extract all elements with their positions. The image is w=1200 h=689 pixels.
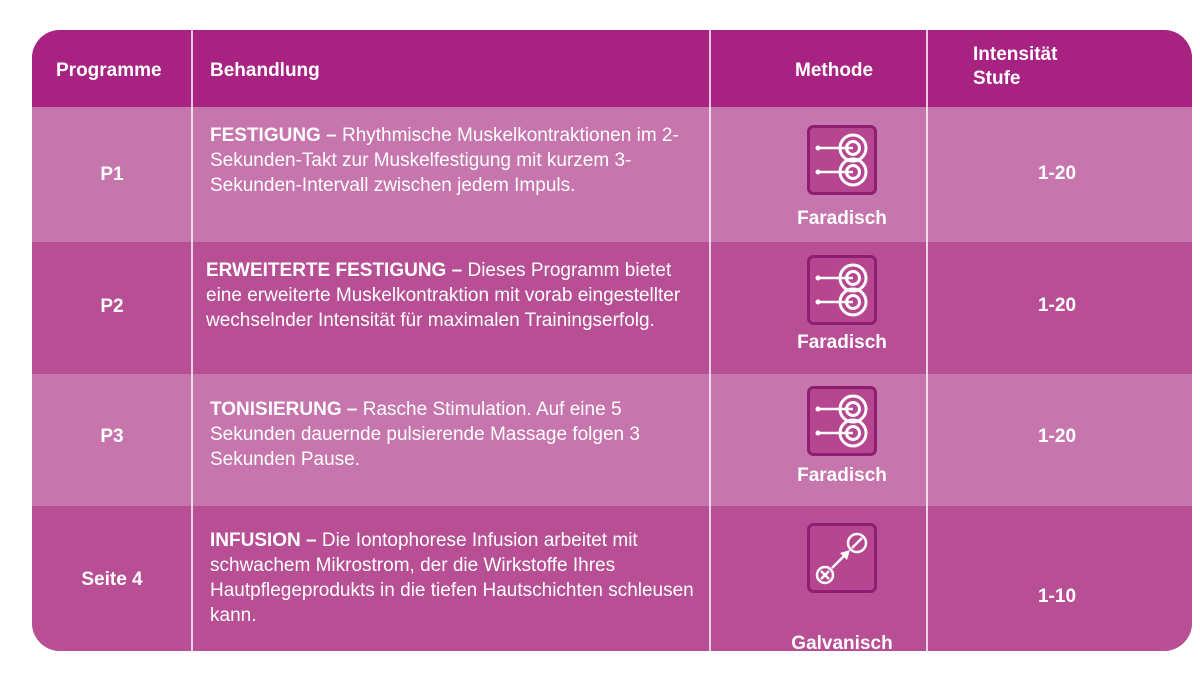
program-label: P2 bbox=[100, 296, 124, 317]
intensity-level: 1-10 bbox=[1037, 586, 1077, 607]
table-row bbox=[32, 506, 1192, 651]
programme-table bbox=[32, 30, 1192, 651]
header-intensitaet-line2: Stufe bbox=[973, 68, 1021, 89]
galvanic-polarity-icon bbox=[807, 523, 877, 593]
treatment-title: ERWEITERTE FESTIGUNG – bbox=[206, 260, 463, 281]
program-label: P1 bbox=[100, 164, 124, 185]
column-divider bbox=[191, 30, 193, 651]
method-label: Faradisch bbox=[797, 208, 887, 229]
table-row bbox=[32, 107, 1192, 242]
program-label: Seite 4 bbox=[81, 569, 143, 590]
column-divider bbox=[709, 30, 711, 651]
table-row bbox=[32, 374, 1192, 506]
treatment-text: Rhythmische Muskelkontraktionen im 2-Sekunden-Takt zur Muskelfestigung mit kurzem 3-Sekunden-Intervall zwischen jedem Impuls. bbox=[210, 125, 679, 196]
faradic-electrode-icon bbox=[807, 125, 877, 195]
method-label: Galvanisch bbox=[791, 633, 893, 651]
method-label: Faradisch bbox=[797, 332, 887, 353]
intensity-level: 1-20 bbox=[1037, 426, 1077, 447]
header-intensitaet bbox=[973, 43, 1057, 91]
column-divider bbox=[926, 30, 928, 651]
header-behandlung: Behandlung bbox=[210, 60, 320, 81]
intensity-level: 1-20 bbox=[1037, 163, 1077, 184]
treatment-description bbox=[210, 123, 710, 198]
table-row bbox=[32, 242, 1192, 374]
treatment-description bbox=[210, 528, 710, 628]
header-intensitaet-line1: Intensität bbox=[973, 44, 1058, 65]
treatment-description bbox=[210, 397, 640, 472]
treatment-text: Die Iontophorese Infusion arbeitet mit schwachem Mikrostrom, der die Wirkstoffe Ihres Hautpflegeprodukts in die tiefen Hautschichten schleusen kann. bbox=[210, 530, 694, 626]
intensity-level: 1-20 bbox=[1037, 295, 1077, 316]
treatment-text: Dieses Programm bietet eine erweiterte Muskelkontraktion mit vorab eingestellter wechselnder Intensität für maximalen Trainingserfolg. bbox=[206, 260, 681, 331]
faradic-electrode-icon bbox=[807, 255, 877, 325]
header-methode: Methode bbox=[795, 60, 874, 81]
treatment-text: Rasche Stimulation. Auf eine 5 Sekunden dauernde pulsierende Massage folgen 3 Sekunden Pause. bbox=[210, 399, 640, 470]
treatment-description bbox=[206, 258, 706, 333]
treatment-title: FESTIGUNG – bbox=[210, 125, 337, 146]
program-label: P3 bbox=[100, 426, 124, 447]
header-programme: Programme bbox=[56, 60, 162, 81]
faradic-electrode-icon bbox=[807, 386, 877, 456]
table-header bbox=[32, 30, 1192, 107]
method-label: Faradisch bbox=[797, 465, 887, 486]
treatment-title: INFUSION – bbox=[210, 530, 317, 551]
treatment-title: TONISIERUNG – bbox=[210, 399, 358, 420]
